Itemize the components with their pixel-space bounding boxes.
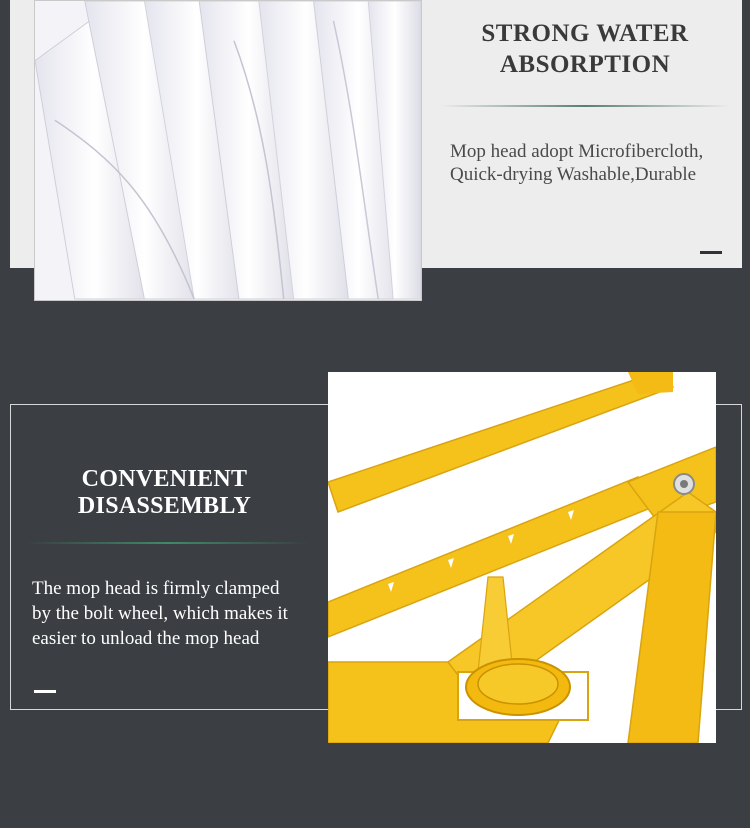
feature-title-disassembly — [22, 466, 307, 520]
description-line: Mop head adopt Microfibercloth, — [450, 141, 704, 162]
divider — [440, 105, 730, 107]
description-line: Quick-drying Washable,Durable — [450, 164, 697, 185]
title-line: STRONG WATER — [481, 20, 689, 47]
title-line: ABSORPTION — [499, 51, 671, 78]
dash-marker — [34, 690, 56, 693]
mop-clamp-photo — [328, 372, 716, 743]
feature-title-absorption — [440, 18, 730, 80]
mop-strips-photo — [34, 0, 422, 301]
feature-description-disassembly — [32, 576, 327, 651]
description-line: The mop head is firmly clamped — [32, 578, 280, 599]
dash-marker — [700, 251, 722, 254]
title-line: DISASSEMBLY — [77, 493, 252, 519]
description-line: easier to unload the mop head — [32, 628, 260, 649]
description-line: by the bolt wheel, which makes it — [32, 603, 288, 624]
divider — [25, 542, 310, 544]
feature-description-absorption — [450, 140, 740, 186]
title-line: CONVENIENT — [81, 466, 248, 492]
